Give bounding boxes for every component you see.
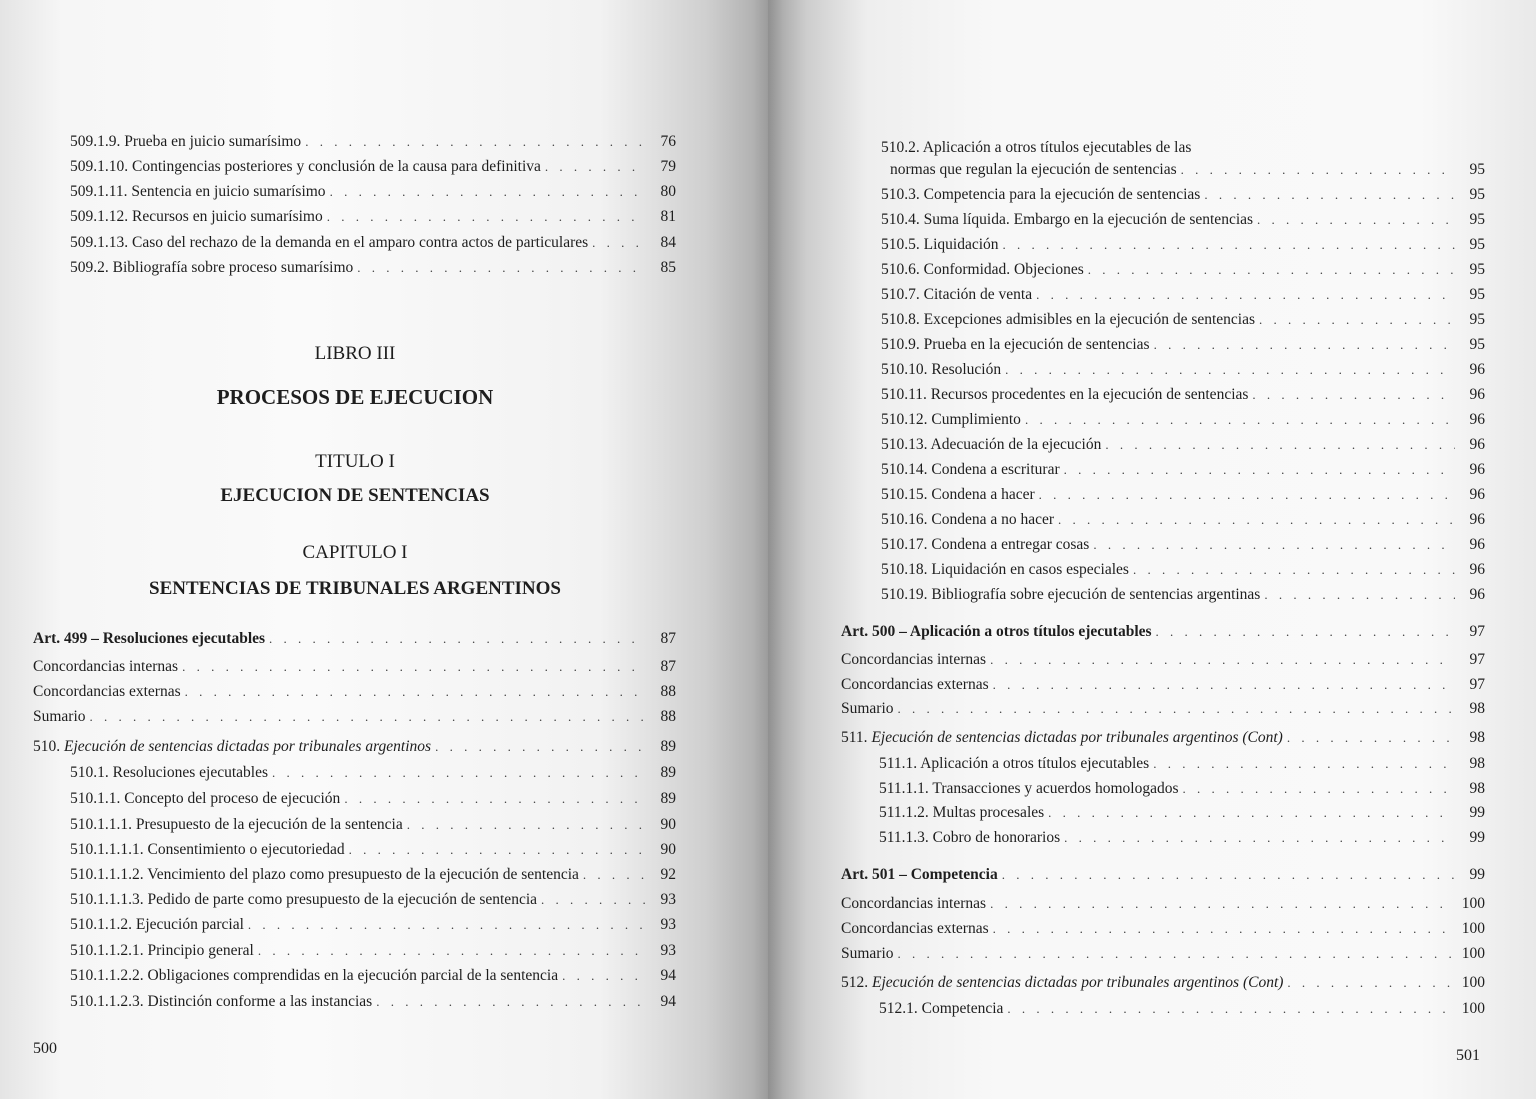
toc-entry [70,157,676,176]
section-title-text: Ejecución de sentencias dictadas por tribunales argentinos (Cont) [871,729,1283,746]
toc-entry-title: 510.13. Adecuación de la ejecución [881,436,1102,453]
toc-entry [881,210,1485,229]
dot-leader [327,207,646,226]
toc-entry-page: 95 [1469,211,1485,228]
titulo-name-heading: EJECUCION DE SENTENCIAS [220,485,490,506]
article-page: 99 [1469,866,1485,883]
toc-entry-title: 510.1.1.1.2. Vencimiento del plazo como presupuesto de la ejecución de sentencia [70,866,579,883]
dot-leader [993,919,1455,938]
dot-leader [407,815,646,834]
toc-entry-page: 87 [660,658,676,675]
toc-entry-title: 512.1. Competencia [879,1000,1004,1017]
section-number: 511. [841,729,868,746]
toc-entry-title: 510.9. Prueba en la ejecución de sentencias [881,336,1150,353]
dot-leader [1036,285,1455,304]
article-entry [841,622,1485,641]
toc-entry-page: 97 [1469,651,1485,668]
dot-leader [1287,973,1455,992]
toc-entry [70,182,676,201]
toc-entry-page: 95 [1469,336,1485,353]
toc-entry [879,803,1485,822]
toc-entry [33,707,676,726]
toc-entry [841,650,1485,669]
dot-leader [1181,159,1455,181]
dot-leader [305,132,646,151]
toc-entry-title: 510.16. Condena a no hacer [881,511,1055,528]
toc-entry-page: 88 [660,683,676,700]
article-title: Art. 499 – Resoluciones ejecutables [33,630,266,647]
dot-leader [562,966,646,985]
dot-leader [185,682,646,701]
toc-entry-title: 510.12. Cumplimiento [881,411,1021,428]
dot-leader [541,890,646,909]
dot-leader [990,894,1455,913]
toc-entry-title: 510.3. Competencia para la ejecución de sentencias [881,186,1201,203]
toc-entry-title: 510.1.1.2. Ejecución parcial [70,916,244,933]
toc-entry [70,132,676,151]
toc-entry-page: 96 [1469,536,1485,553]
toc-entry-page: 89 [660,790,676,807]
toc-entry-title: 510.8. Excepciones admisibles en la ejecución de sentencias [881,311,1256,328]
dot-leader [258,941,646,960]
toc-entry-title: 510.6. Conformidad. Objeciones [881,261,1084,278]
toc-entry [33,682,676,701]
dot-leader [1064,460,1455,479]
toc-entry-title: 510.4. Suma líquida. Embargo en la ejecución de sentencias [881,211,1254,228]
dot-leader [1133,560,1455,579]
dot-leader [545,157,646,176]
dot-leader [1058,510,1455,529]
toc-entry-page: 81 [660,208,676,225]
dot-leader [583,865,646,884]
toc-entry [881,285,1485,304]
dot-leader [1003,235,1455,254]
toc-entry-page: 100 [1461,920,1485,937]
toc-entry-title: 510.1.1.1.1. Consentimiento o ejecutoriedad [70,841,345,858]
dot-leader [435,737,646,756]
toc-entry [881,185,1485,204]
toc-entry-title: 511.1.1. Transacciones y acuerdos homologados [879,780,1179,797]
section-title [841,973,1283,992]
section-number: 510. [33,738,61,755]
toc-entry [70,233,676,252]
page-number: 500 [33,1040,57,1057]
toc-entry [879,828,1485,847]
toc-entry-page: 99 [1469,804,1485,821]
toc-entry-title: 509.1.11. Sentencia en juicio sumarísimo [70,183,326,200]
toc-entry [33,657,676,676]
toc-entry-page: 96 [1469,586,1485,603]
toc-entry-title: 510.1.1.1. Presupuesto de la ejecución de la sentencia [70,816,403,833]
dot-leader [1156,622,1455,641]
toc-entry-page: 85 [660,259,676,276]
article-entry [841,865,1485,884]
right-page [768,0,1536,1099]
section-number: 512. [841,974,869,991]
dot-leader [1002,865,1455,884]
dot-leader [1048,803,1455,822]
article-page: 87 [660,630,676,647]
dot-leader [898,699,1455,718]
toc-entry-title: 511.1.3. Cobro de honorarios [879,829,1061,846]
toc-entry-multiline [881,137,1485,181]
toc-entry-page: 79 [660,158,676,175]
dot-leader [269,629,646,648]
toc-entry-page: 100 [1461,945,1485,962]
toc-entry [70,992,676,1011]
toc-entry-page: 93 [660,916,676,933]
toc-entry-page: 84 [660,234,676,251]
toc-entry-title: 509.2. Bibliografía sobre proceso sumarísimo [70,259,354,276]
dot-leader [376,992,646,1011]
toc-entry [70,207,676,226]
section-entry [33,737,676,756]
toc-entry [70,890,676,909]
toc-entry [70,865,676,884]
dot-leader [1025,410,1455,429]
titulo-heading: TITULO I [315,451,395,472]
dot-leader [272,763,646,782]
libro-heading: LIBRO III [314,343,396,364]
toc-entry-page: 96 [1469,461,1485,478]
dot-leader [90,707,646,726]
dot-leader [1252,385,1455,404]
toc-entry-page: 93 [660,891,676,908]
article-title: Art. 500 – Aplicación a otros títulos ejecutables [841,623,1152,640]
toc-entry-page: 96 [1469,511,1485,528]
toc-entry-page: 90 [660,841,676,858]
section-page: 98 [1469,729,1485,746]
toc-entry [879,779,1485,798]
toc-entry-title: Concordancias internas [841,895,987,912]
article-page: 97 [1469,623,1485,640]
toc-entry [841,944,1485,963]
toc-entry-title: 510.1.1.2.3. Distinción conforme a las instancias [70,993,373,1010]
toc-entry-page: 96 [1469,361,1485,378]
toc-entry [879,754,1485,773]
article-title: Art. 501 – Competencia [841,866,998,883]
dot-leader [330,182,646,201]
dot-leader [1005,360,1455,379]
toc-entry-title: 509.1.13. Caso del rechazo de la demanda en el amparo contra actos de particulares [70,234,589,251]
section-page: 100 [1461,974,1485,991]
section-entry [841,973,1485,992]
toc-entry [881,385,1485,404]
dot-leader [349,840,646,859]
dot-leader [1287,728,1455,747]
toc-entry-page: 89 [660,764,676,781]
toc-entry [881,360,1485,379]
procesos-heading: PROCESOS DE EJECUCION [216,385,494,409]
toc-entry-title: 510.19. Bibliografía sobre ejecución de sentencias argentinas [881,586,1261,603]
capitulo-heading: CAPITULO I [302,542,408,563]
toc-entry-page: 76 [660,133,676,150]
section-title [33,737,431,756]
toc-entry-page: 94 [660,967,676,984]
toc-entry-page: 95 [1469,161,1485,178]
toc-entry [881,560,1485,579]
toc-entry-page: 93 [660,942,676,959]
toc-entry [881,260,1485,279]
dot-leader [1259,310,1455,329]
toc-entry-title: 510.1.1. Concepto del proceso de ejecución [70,790,341,807]
toc-entry [70,258,676,277]
toc-entry-page: 96 [1469,386,1485,403]
dot-leader [1039,485,1455,504]
section-entry [841,728,1485,747]
toc-entry-page: 92 [660,866,676,883]
toc-entry-line2 [881,159,1485,181]
section-title-text: Ejecución de sentencias dictadas por tribunales argentinos [64,738,432,755]
toc-entry [881,535,1485,554]
toc-entry [881,335,1485,354]
dot-leader [1093,535,1455,554]
toc-entry-page: 98 [1469,755,1485,772]
right-toc [768,0,1536,1099]
toc-entry-title: Sumario [33,708,86,725]
capitulo-name-heading: SENTENCIAS DE TRIBUNALES ARGENTINOS [149,578,561,599]
toc-entry-title: 510.1.1.2.1. Principio general [70,942,254,959]
section-title-text: Ejecución de sentencias dictadas por tribunales argentinos (Cont) [872,974,1284,991]
dot-leader [1204,185,1455,204]
toc-entry-title: Concordancias internas [841,651,987,668]
toc-entry-title: 510.7. Citación de venta [881,286,1033,303]
toc-entry-title: Concordancias externas [841,920,989,937]
toc-entry [879,999,1485,1018]
toc-entry [881,310,1485,329]
dot-leader [1153,754,1455,773]
toc-entry-title: 510.15. Condena a hacer [881,486,1035,503]
toc-entry-title: 510.17. Condena a entregar cosas [881,536,1090,553]
toc-entry [881,235,1485,254]
toc-entry-title: Concordancias externas [841,676,989,693]
toc-entry-page: 98 [1469,700,1485,717]
section-title [841,728,1283,747]
toc-entry-title: 509.1.10. Contingencias posteriores y conclusión de la causa para definitiva [70,158,541,175]
toc-entry-page: 95 [1469,236,1485,253]
dot-leader [990,650,1455,669]
dot-leader [1154,335,1455,354]
toc-entry-title-line2: normas que regulan la ejecución de sentencias [890,161,1177,178]
toc-entry-title: 510.10. Resolución [881,361,1002,378]
toc-entry [70,815,676,834]
toc-entry-page: 95 [1469,311,1485,328]
toc-entry-page: 98 [1469,780,1485,797]
toc-entry [841,699,1485,718]
toc-entry-page: 80 [660,183,676,200]
toc-entry [70,763,676,782]
toc-entry-page: 88 [660,708,676,725]
dot-leader [1182,779,1455,798]
dot-leader [1105,435,1455,454]
toc-entry-title: Concordancias internas [33,658,179,675]
toc-entry [70,789,676,808]
dot-leader [248,915,646,934]
toc-entry [881,410,1485,429]
toc-entry-title: 510.18. Liquidación en casos especiales [881,561,1129,578]
page-number: 501 [1456,1047,1480,1064]
toc-entry-page: 100 [1461,895,1485,912]
toc-entry [70,941,676,960]
toc-entry-page: 97 [1469,676,1485,693]
toc-entry [841,894,1485,913]
toc-entry-page: 94 [660,993,676,1010]
article-entry [33,629,676,648]
toc-entry [881,510,1485,529]
toc-entry-title: 510.11. Recursos procedentes en la ejecución de sentencias [881,386,1249,403]
dot-leader [357,258,646,277]
toc-entry [881,435,1485,454]
toc-entry-title: Sumario [841,700,894,717]
dot-leader [592,233,646,252]
toc-entry-page: 95 [1469,261,1485,278]
toc-entry-title: 511.1. Aplicación a otros títulos ejecutables [879,755,1150,772]
toc-entry-title: 510.14. Condena a escriturar [881,461,1060,478]
dot-leader [898,944,1455,963]
toc-entry-page: 96 [1469,411,1485,428]
toc-entry-title: Sumario [841,945,894,962]
dot-leader [1088,260,1455,279]
toc-entry-title-line1: 510.2. Aplicación a otros títulos ejecutables de las [881,139,1192,156]
toc-entry-title: Concordancias externas [33,683,181,700]
toc-entry [841,675,1485,694]
toc-entry-page: 95 [1469,186,1485,203]
dot-leader [1064,828,1455,847]
toc-entry-title: 509.1.12. Recursos en juicio sumarísimo [70,208,323,225]
toc-entry-page: 96 [1469,436,1485,453]
toc-entry-title: 510.1. Resoluciones ejecutables [70,764,269,781]
toc-entry [881,460,1485,479]
toc-entry-page: 96 [1469,561,1485,578]
dot-leader [1264,585,1455,604]
book-gutter-shadow [752,0,784,1099]
dot-leader [182,657,646,676]
toc-entry [70,966,676,985]
toc-entry-title: 510.1.1.2.2. Obligaciones comprendidas en la ejecución parcial de la sentencia [70,967,559,984]
toc-entry-title: 509.1.9. Prueba en juicio sumarísimo [70,133,302,150]
toc-entry [881,585,1485,604]
toc-entry-page: 96 [1469,486,1485,503]
toc-entry-title: 511.1.2. Multas procesales [879,804,1045,821]
toc-entry [841,919,1485,938]
dot-leader [1257,210,1455,229]
toc-entry-page: 100 [1461,1000,1485,1017]
toc-entry-page: 95 [1469,286,1485,303]
toc-entry [70,840,676,859]
dot-leader [993,675,1455,694]
toc-entry-title: 510.1.1.1.3. Pedido de parte como presupuesto de la ejecución de sentencia [70,891,538,908]
toc-entry [70,915,676,934]
toc-entry-page: 90 [660,816,676,833]
toc-entry [881,485,1485,504]
dot-leader [1007,999,1455,1018]
toc-entry-page: 99 [1469,829,1485,846]
dot-leader [344,789,646,808]
section-page: 89 [660,738,676,755]
toc-entry-title: 510.5. Liquidación [881,236,999,253]
